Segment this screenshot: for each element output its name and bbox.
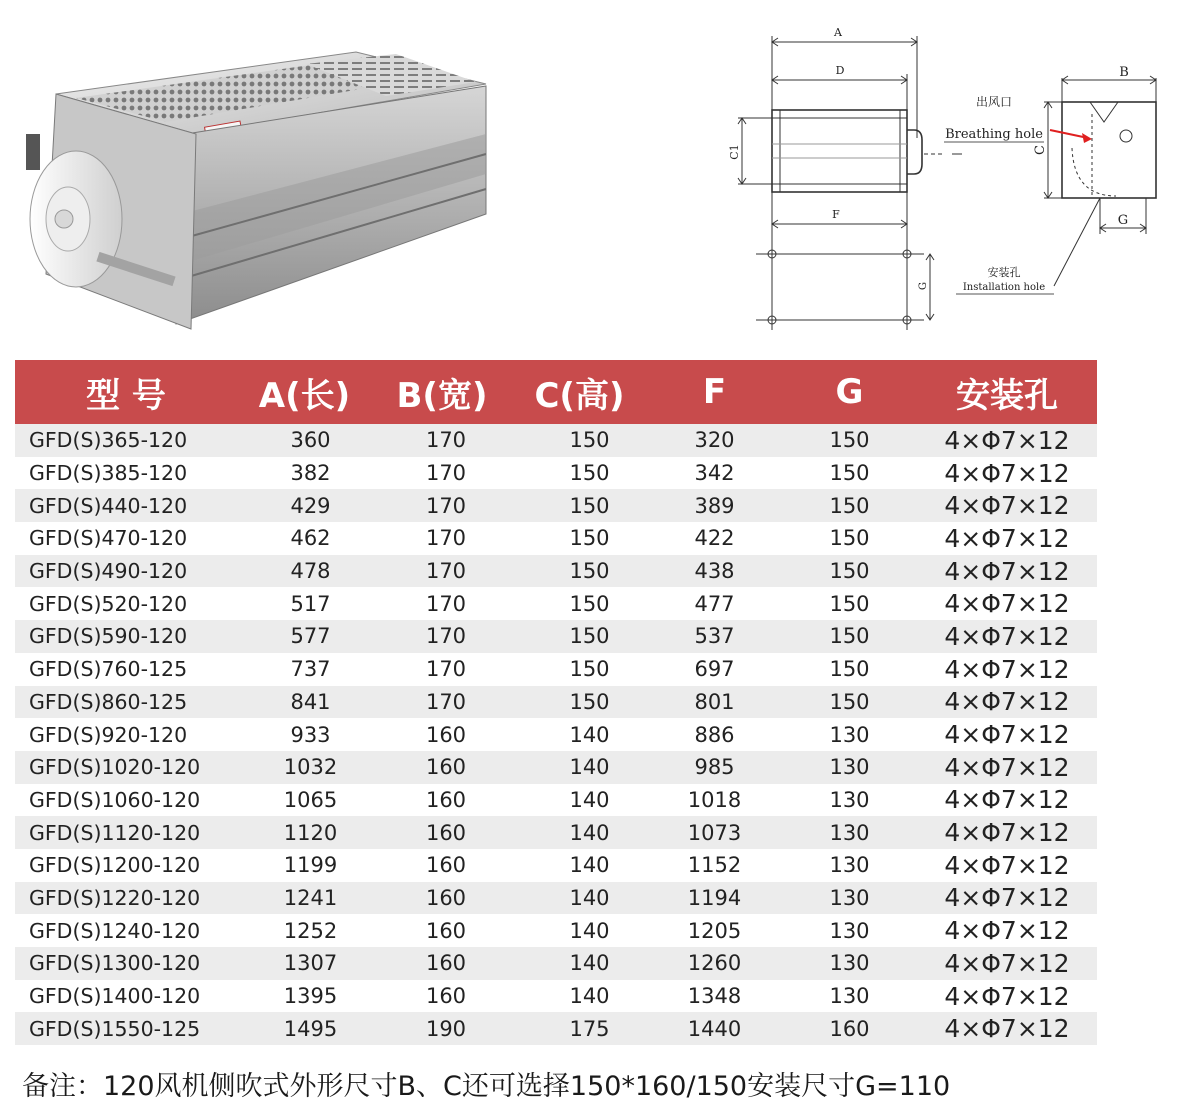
cell-f: 1073 bbox=[647, 816, 782, 849]
cell-model: GFD(S)1060-120 bbox=[15, 784, 237, 817]
cell-hole: 4×Φ7×12 bbox=[917, 914, 1097, 947]
cell-c: 150 bbox=[512, 587, 647, 620]
cell-hole: 4×Φ7×12 bbox=[917, 686, 1097, 719]
header-hole: 安装孔 bbox=[917, 360, 1097, 424]
cell-b: 160 bbox=[372, 914, 512, 947]
cell-c: 140 bbox=[512, 914, 647, 947]
cell-a: 1307 bbox=[237, 947, 372, 980]
cell-g: 150 bbox=[782, 457, 917, 490]
cell-g: 130 bbox=[782, 849, 917, 882]
cell-model: GFD(S)1550-125 bbox=[15, 1012, 237, 1045]
label-a: A bbox=[834, 26, 842, 39]
cell-f: 1205 bbox=[647, 914, 782, 947]
cell-a: 1065 bbox=[237, 784, 372, 817]
cell-model: GFD(S)760-125 bbox=[15, 653, 237, 686]
cell-c: 140 bbox=[512, 882, 647, 915]
cell-a: 1252 bbox=[237, 914, 372, 947]
cell-f: 801 bbox=[647, 686, 782, 719]
cell-g: 150 bbox=[782, 522, 917, 555]
table-row bbox=[15, 555, 1097, 588]
cell-hole: 4×Φ7×12 bbox=[917, 947, 1097, 980]
cell-g: 130 bbox=[782, 947, 917, 980]
cell-g: 130 bbox=[782, 751, 917, 784]
cell-f: 389 bbox=[647, 489, 782, 522]
cell-f: 1260 bbox=[647, 947, 782, 980]
cell-model: GFD(S)860-125 bbox=[15, 686, 237, 719]
cell-model: GFD(S)1220-120 bbox=[15, 882, 237, 915]
label-c1: C1 bbox=[728, 144, 741, 160]
cell-f: 1018 bbox=[647, 784, 782, 817]
cell-model: GFD(S)1400-120 bbox=[15, 980, 237, 1013]
cell-b: 170 bbox=[372, 489, 512, 522]
table-row bbox=[15, 947, 1097, 980]
cell-b: 170 bbox=[372, 653, 512, 686]
cell-f: 537 bbox=[647, 620, 782, 653]
table-row bbox=[15, 653, 1097, 686]
cell-a: 1032 bbox=[237, 751, 372, 784]
cell-model: GFD(S)490-120 bbox=[15, 555, 237, 588]
table-row bbox=[15, 424, 1097, 457]
cell-a: 478 bbox=[237, 555, 372, 588]
cell-b: 170 bbox=[372, 686, 512, 719]
cell-a: 1241 bbox=[237, 882, 372, 915]
cell-model: GFD(S)520-120 bbox=[15, 587, 237, 620]
cell-g: 130 bbox=[782, 980, 917, 1013]
cell-hole: 4×Φ7×12 bbox=[917, 751, 1097, 784]
cell-c: 140 bbox=[512, 947, 647, 980]
cell-c: 150 bbox=[512, 555, 647, 588]
cell-a: 517 bbox=[237, 587, 372, 620]
label-b: B bbox=[1119, 65, 1129, 80]
cell-hole: 4×Φ7×12 bbox=[917, 1012, 1097, 1045]
table-row bbox=[15, 751, 1097, 784]
cell-f: 697 bbox=[647, 653, 782, 686]
table-row bbox=[15, 620, 1097, 653]
cell-f: 477 bbox=[647, 587, 782, 620]
cell-a: 360 bbox=[237, 424, 372, 457]
product-photo bbox=[16, 24, 494, 346]
cell-c: 150 bbox=[512, 424, 647, 457]
table-row bbox=[15, 882, 1097, 915]
table-row bbox=[15, 587, 1097, 620]
cell-g: 150 bbox=[782, 653, 917, 686]
label-g-left: G bbox=[918, 282, 929, 290]
cell-c: 150 bbox=[512, 522, 647, 555]
cell-b: 170 bbox=[372, 424, 512, 457]
cell-c: 150 bbox=[512, 686, 647, 719]
cell-hole: 4×Φ7×12 bbox=[917, 424, 1097, 457]
table-row bbox=[15, 489, 1097, 522]
cell-c: 150 bbox=[512, 620, 647, 653]
cell-g: 150 bbox=[782, 587, 917, 620]
cell-model: GFD(S)1020-120 bbox=[15, 751, 237, 784]
cell-b: 160 bbox=[372, 784, 512, 817]
cell-f: 1440 bbox=[647, 1012, 782, 1045]
cell-c: 150 bbox=[512, 489, 647, 522]
install-label-en: Installation hole bbox=[962, 282, 1046, 293]
cell-a: 382 bbox=[237, 457, 372, 490]
cell-hole: 4×Φ7×12 bbox=[917, 816, 1097, 849]
label-d: D bbox=[835, 64, 845, 77]
cell-a: 429 bbox=[237, 489, 372, 522]
table-row bbox=[15, 980, 1097, 1013]
cell-a: 1395 bbox=[237, 980, 372, 1013]
cell-c: 140 bbox=[512, 784, 647, 817]
outlet-label-en: Breathing hole bbox=[945, 127, 1043, 142]
cell-g: 130 bbox=[782, 784, 917, 817]
table-row bbox=[15, 914, 1097, 947]
cell-hole: 4×Φ7×12 bbox=[917, 718, 1097, 751]
cell-b: 190 bbox=[372, 1012, 512, 1045]
cell-f: 1194 bbox=[647, 882, 782, 915]
cell-model: GFD(S)590-120 bbox=[15, 620, 237, 653]
cell-c: 140 bbox=[512, 816, 647, 849]
cell-f: 422 bbox=[647, 522, 782, 555]
cell-model: GFD(S)1240-120 bbox=[15, 914, 237, 947]
cell-b: 160 bbox=[372, 849, 512, 882]
dimension-drawing bbox=[712, 18, 1182, 348]
cell-model: GFD(S)365-120 bbox=[15, 424, 237, 457]
cell-g: 130 bbox=[782, 718, 917, 751]
cell-f: 320 bbox=[647, 424, 782, 457]
cell-f: 1152 bbox=[647, 849, 782, 882]
cell-g: 160 bbox=[782, 1012, 917, 1045]
table-row bbox=[15, 522, 1097, 555]
cell-g: 150 bbox=[782, 489, 917, 522]
cell-b: 170 bbox=[372, 587, 512, 620]
cell-c: 150 bbox=[512, 457, 647, 490]
cell-b: 160 bbox=[372, 816, 512, 849]
cell-hole: 4×Φ7×12 bbox=[917, 653, 1097, 686]
cell-model: GFD(S)1300-120 bbox=[15, 947, 237, 980]
header-model: 型 号 bbox=[15, 360, 237, 424]
cell-model: GFD(S)440-120 bbox=[15, 489, 237, 522]
cell-a: 577 bbox=[237, 620, 372, 653]
cell-g: 150 bbox=[782, 686, 917, 719]
cell-g: 130 bbox=[782, 882, 917, 915]
table-row bbox=[15, 1012, 1097, 1045]
table-row bbox=[15, 718, 1097, 751]
cell-hole: 4×Φ7×12 bbox=[917, 784, 1097, 817]
header-c: C(高) bbox=[512, 360, 647, 424]
table-row bbox=[15, 686, 1097, 719]
cell-f: 985 bbox=[647, 751, 782, 784]
cell-model: GFD(S)1200-120 bbox=[15, 849, 237, 882]
cell-hole: 4×Φ7×12 bbox=[917, 620, 1097, 653]
cell-a: 1120 bbox=[237, 816, 372, 849]
cell-f: 1348 bbox=[647, 980, 782, 1013]
footnote: 备注：120风机侧吹式外形尺寸B、C还可选择150*160/150安装尺寸G=110 bbox=[22, 1071, 951, 1102]
table-row bbox=[15, 457, 1097, 490]
cell-hole: 4×Φ7×12 bbox=[917, 882, 1097, 915]
cell-c: 140 bbox=[512, 980, 647, 1013]
cell-b: 160 bbox=[372, 751, 512, 784]
cell-c: 140 bbox=[512, 718, 647, 751]
cell-b: 160 bbox=[372, 882, 512, 915]
install-label-cn: 安装孔 bbox=[987, 266, 1021, 279]
cell-g: 130 bbox=[782, 816, 917, 849]
cell-b: 170 bbox=[372, 522, 512, 555]
cell-model: GFD(S)385-120 bbox=[15, 457, 237, 490]
cell-a: 1199 bbox=[237, 849, 372, 882]
cell-b: 170 bbox=[372, 457, 512, 490]
cell-a: 1495 bbox=[237, 1012, 372, 1045]
cell-model: GFD(S)920-120 bbox=[15, 718, 237, 751]
cell-g: 150 bbox=[782, 555, 917, 588]
cell-a: 933 bbox=[237, 718, 372, 751]
cell-f: 886 bbox=[647, 718, 782, 751]
header-g: G bbox=[782, 360, 917, 424]
header-f: F bbox=[647, 360, 782, 424]
cell-c: 140 bbox=[512, 849, 647, 882]
cell-c: 150 bbox=[512, 653, 647, 686]
cell-hole: 4×Φ7×12 bbox=[917, 489, 1097, 522]
cell-g: 150 bbox=[782, 620, 917, 653]
label-f: F bbox=[832, 208, 840, 221]
outlet-label-cn: 出风口 bbox=[975, 95, 1013, 109]
cell-hole: 4×Φ7×12 bbox=[917, 849, 1097, 882]
header-b: B(宽) bbox=[372, 360, 512, 424]
table-row bbox=[15, 849, 1097, 882]
cell-g: 130 bbox=[782, 914, 917, 947]
label-g-right: G bbox=[1117, 213, 1129, 228]
table-row bbox=[15, 784, 1097, 817]
cell-a: 841 bbox=[237, 686, 372, 719]
cell-a: 737 bbox=[237, 653, 372, 686]
table-row bbox=[15, 816, 1097, 849]
cell-b: 160 bbox=[372, 947, 512, 980]
cell-a: 462 bbox=[237, 522, 372, 555]
cell-f: 438 bbox=[647, 555, 782, 588]
cell-b: 170 bbox=[372, 555, 512, 588]
cell-f: 342 bbox=[647, 457, 782, 490]
cell-hole: 4×Φ7×12 bbox=[917, 587, 1097, 620]
cell-hole: 4×Φ7×12 bbox=[917, 457, 1097, 490]
cell-b: 160 bbox=[372, 980, 512, 1013]
cell-hole: 4×Φ7×12 bbox=[917, 522, 1097, 555]
spec-table bbox=[15, 360, 1097, 1045]
cell-model: GFD(S)470-120 bbox=[15, 522, 237, 555]
cell-b: 160 bbox=[372, 718, 512, 751]
cell-g: 150 bbox=[782, 424, 917, 457]
cell-c: 175 bbox=[512, 1012, 647, 1045]
label-c: C bbox=[1033, 145, 1048, 155]
header-a: A(长) bbox=[237, 360, 372, 424]
table-header-row bbox=[15, 360, 1097, 424]
cell-hole: 4×Φ7×12 bbox=[917, 555, 1097, 588]
cell-b: 170 bbox=[372, 620, 512, 653]
cell-c: 140 bbox=[512, 751, 647, 784]
cell-model: GFD(S)1120-120 bbox=[15, 816, 237, 849]
cell-hole: 4×Φ7×12 bbox=[917, 980, 1097, 1013]
